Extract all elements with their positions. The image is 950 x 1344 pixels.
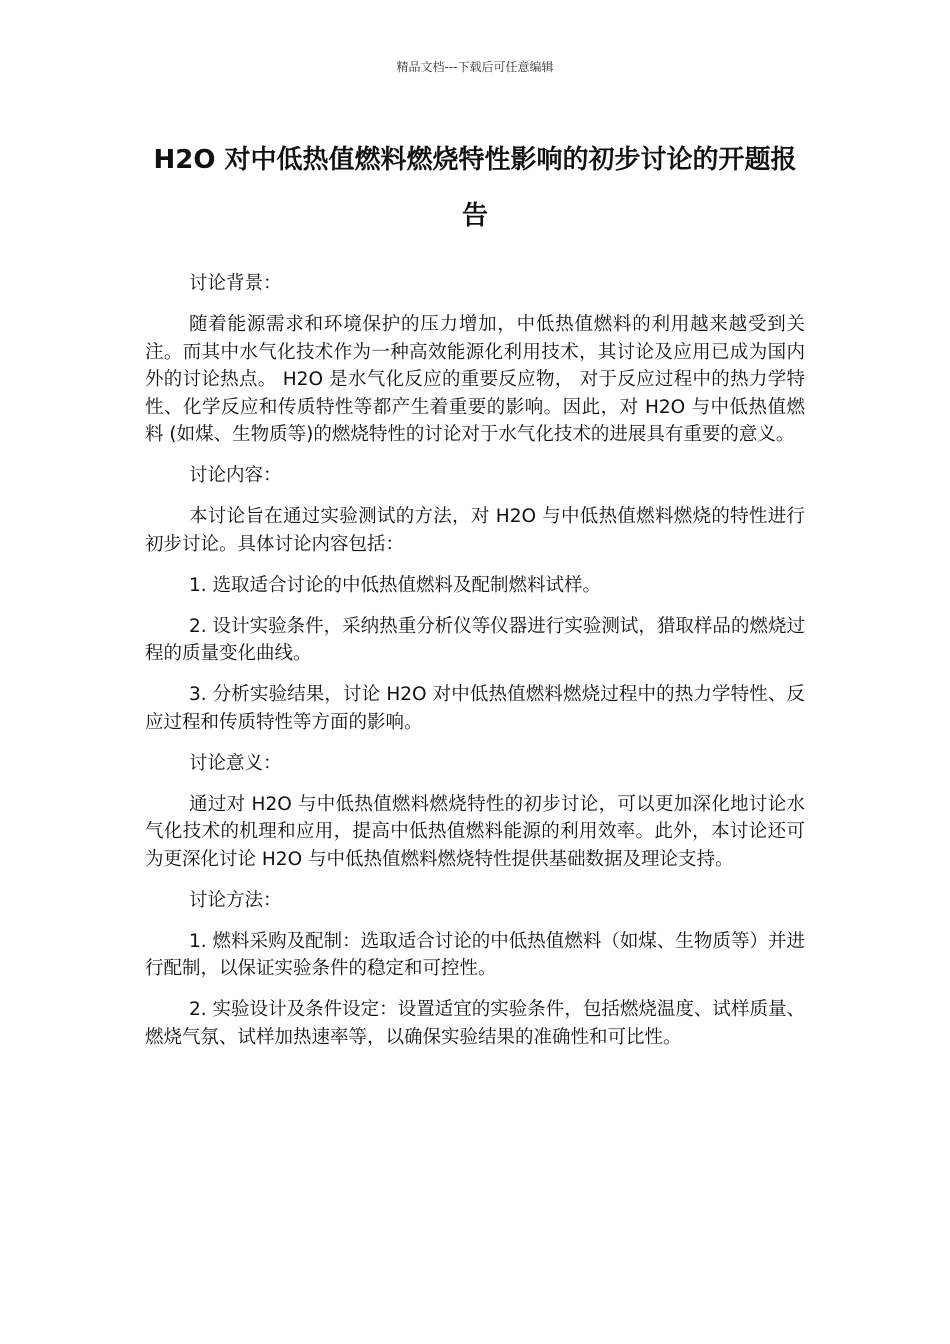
document-body — [145, 270, 805, 1065]
paragraph-background: 随着能源需求和环境保护的压力增加，中低热值燃料的利用越来越受到关注。而其中水气化技术作为一种高效能源化利用技术，其讨论及应用已成为国内外的讨论热点。 H2O 是水气化反应的重要反应物， 对于反应过程中的热力学特性、化学反应和传质特性等都产生着重要的影响。因此，对 H2O 与中低热值燃料 (如煤、生物质等)的燃烧特性的讨论对于水气化技术的进展具有重要的意义。 — [145, 314, 805, 445]
list-item-methods-2: 2. 实验设计及条件设定：设置适宜的实验条件，包括燃烧温度、试样质量、燃烧气氛、试样加热速率等，以确保实验结果的准确性和可比性。 — [145, 999, 805, 1048]
document-title: H2O 对中低热值燃料燃烧特性影响的初步讨论的开题报告 — [153, 145, 797, 231]
paragraph-significance: 通过对 H2O 与中低热值燃料燃烧特性的初步讨论，可以更加深化地讨论水气化技术的机理和应用，提高中低热值燃料能源的利用效率。此外，本讨论还可为更深化讨论 H2O 与中低热值燃料燃烧特性提供基础数据及理论支持。 — [145, 793, 805, 870]
section-heading-significance: 讨论意义： — [189, 752, 282, 774]
list-item-content-3: 3. 分析实验结果，讨论 H2O 对中低热值燃料燃烧过程中的热力学特性、反应过程和传质特性等方面的影响。 — [145, 684, 805, 733]
list-item-content-2: 2. 设计实验条件，采纳热重分析仪等仪器进行实验测试，猎取样品的燃烧过程的质量变化曲线。 — [145, 615, 805, 664]
section-heading-methods: 讨论方法： — [189, 889, 282, 911]
list-item-content-1: 1. 选取适合讨论的中低热值燃料及配制燃料试样。 — [189, 574, 602, 596]
section-heading-content: 讨论内容： — [189, 465, 282, 486]
list-item-methods-1: 1. 燃料采购及配制：选取适合讨论的中低热值燃料（如煤、生物质等）并进行配制，以保证实验条件的稳定和可控性。 — [145, 930, 805, 979]
section-heading-background: 讨论背景： — [189, 273, 282, 294]
header-note: 精品文档---下载后可任意编辑 — [396, 60, 554, 74]
paragraph-content-intro: 本讨论旨在通过实验测试的方法，对 H2O 与中低热值燃料燃烧的特性进行初步讨论。具体讨论内容包括： — [145, 506, 805, 555]
